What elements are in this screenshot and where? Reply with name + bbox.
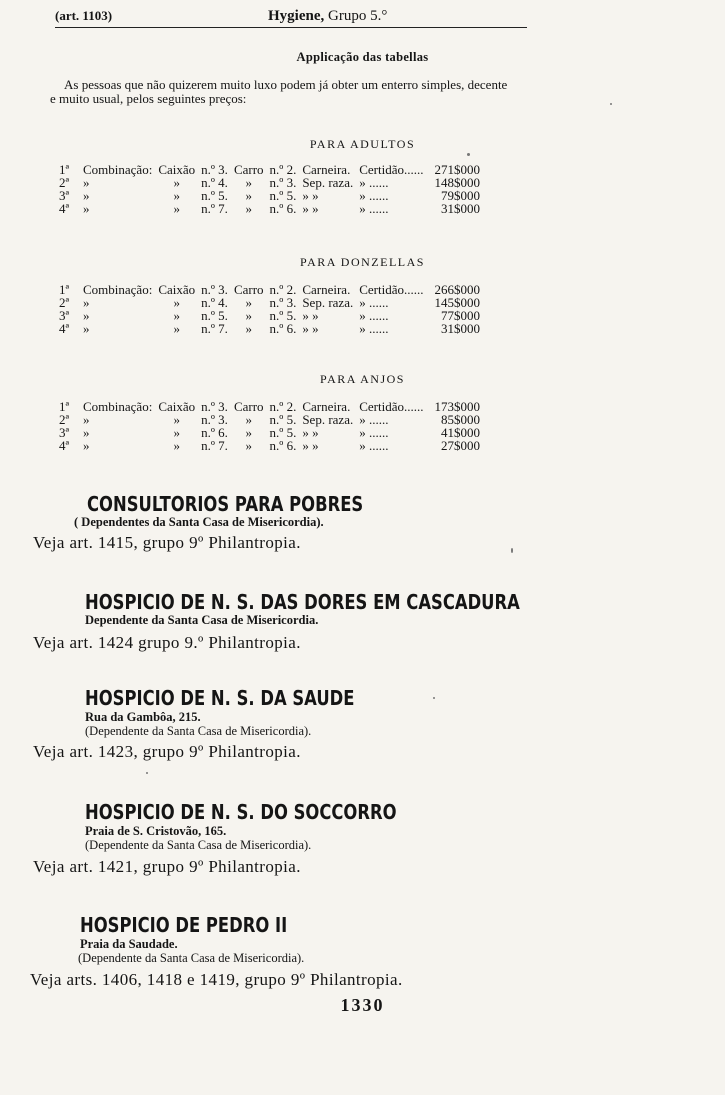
- price-value: 79$000: [440, 188, 480, 203]
- certificate: » ......: [359, 412, 389, 427]
- hearse-label: »: [245, 321, 252, 336]
- entry-see-also: Veja art. 1415, grupo 9º Philantropia.: [33, 533, 301, 552]
- intro-paragraph: [50, 78, 670, 106]
- combination-label: »: [83, 175, 90, 190]
- combination-label: »: [83, 321, 90, 336]
- section-title-anjos: PARA ANJOS: [320, 372, 405, 386]
- grave-type: Sep. raza.: [302, 412, 354, 427]
- certificate: Certidão......: [359, 399, 424, 414]
- combination-number: 4ª: [59, 438, 70, 453]
- certificate: » ......: [359, 308, 389, 323]
- combination-label: »: [83, 412, 90, 427]
- combination-number: 1ª: [59, 162, 70, 177]
- certificate: » ......: [359, 295, 389, 310]
- header-rule: [55, 27, 527, 28]
- entry-line: Rua da Gambôa, 215.: [85, 710, 201, 724]
- coffin-number: n.º 3.: [201, 162, 228, 177]
- price-row: [56, 322, 483, 335]
- hearse-number: n.º 6.: [269, 321, 297, 336]
- scan-speck: [433, 697, 435, 699]
- entry-see-also: Veja art. 1423, grupo 9º Philantropia.: [33, 742, 301, 761]
- hearse-label: Carro: [233, 162, 264, 177]
- entry-line: (Dependente da Santa Casa de Misericordia).: [85, 838, 312, 852]
- combination-label: Combinação:: [83, 162, 153, 177]
- combination-label: »: [83, 438, 90, 453]
- price-value: 77$000: [440, 308, 480, 323]
- combination-number: 1ª: [59, 399, 70, 414]
- hearse-number: n.º 6.: [269, 201, 297, 216]
- price-value: 266$000: [434, 282, 480, 297]
- hearse-number: n.º 3.: [269, 295, 297, 310]
- hearse-label: Carro: [233, 282, 264, 297]
- hearse-label: »: [245, 188, 252, 203]
- scan-speck: [511, 548, 513, 553]
- coffin-label: »: [173, 321, 180, 336]
- price-table-anjos: [56, 400, 483, 452]
- coffin-number: n.º 4.: [201, 175, 228, 190]
- combination-label: »: [83, 201, 90, 216]
- hearse-label: »: [245, 425, 252, 440]
- running-title: [268, 8, 387, 25]
- hearse-number: n.º 2.: [269, 282, 297, 297]
- entry-title: CONSULTORIOS PARA POBRES: [87, 492, 364, 516]
- grave-type: » »: [302, 438, 319, 453]
- coffin-label: »: [173, 295, 180, 310]
- price-value: 145$000: [434, 295, 480, 310]
- coffin-number: n.º 3.: [201, 412, 228, 427]
- certificate: » ......: [359, 438, 389, 453]
- price-value: 31$000: [440, 201, 480, 216]
- section-title-adultos: PARA ADULTOS: [309, 137, 416, 151]
- grave-type: » »: [302, 188, 319, 203]
- price-table-adultos: [56, 163, 483, 215]
- hearse-label: »: [245, 308, 252, 323]
- coffin-number: n.º 7.: [201, 438, 228, 453]
- section-subtitle: Applicação das tabellas: [296, 50, 429, 64]
- coffin-label: »: [173, 438, 180, 453]
- combination-label: »: [83, 188, 90, 203]
- combination-label: Combinação:: [83, 282, 153, 297]
- grave-type: Carneira.: [302, 399, 351, 414]
- hearse-number: n.º 3.: [269, 175, 297, 190]
- page-number: 1330: [340, 995, 385, 1015]
- grave-type: Carneira.: [302, 162, 351, 177]
- entry-title: HOSPICIO DE PEDRO II: [80, 913, 288, 937]
- entry-line: Praia da Saudade.: [80, 937, 178, 951]
- entry-see-also: Veja arts. 1406, 1418 e 1419, grupo 9º Philantropia.: [30, 970, 403, 989]
- price-row: [56, 439, 483, 452]
- combination-number: 2ª: [59, 295, 70, 310]
- grave-type: » »: [302, 308, 319, 323]
- coffin-label: »: [173, 175, 180, 190]
- article-ref: (art. 1103): [55, 8, 113, 23]
- intro-line-1: As pessoas que não quizerem muito luxo podem já obter um enterro simples, decente: [64, 77, 508, 92]
- certificate: Certidão......: [359, 162, 424, 177]
- coffin-label: »: [173, 425, 180, 440]
- scan-speck: [146, 772, 148, 774]
- price-value: 148$000: [434, 175, 480, 190]
- coffin-label: Caixão: [158, 399, 196, 414]
- coffin-number: n.º 3.: [201, 399, 228, 414]
- coffin-label: »: [173, 308, 180, 323]
- coffin-number: n.º 4.: [201, 295, 228, 310]
- certificate: Certidão......: [359, 282, 424, 297]
- combination-label: »: [83, 308, 90, 323]
- price-value: 27$000: [440, 438, 480, 453]
- grave-type: » »: [302, 321, 319, 336]
- entry-see-also: Veja art. 1424 grupo 9.º Philantropia.: [33, 633, 301, 652]
- combination-number: 3ª: [59, 188, 70, 203]
- hearse-number: n.º 5.: [269, 425, 297, 440]
- entry-see-also: Veja art. 1421, grupo 9º Philantropia.: [33, 857, 301, 876]
- certificate: » ......: [359, 175, 389, 190]
- grave-type: » »: [302, 425, 319, 440]
- running-title-text: Hygiene,: [268, 8, 325, 24]
- price-value: 271$000: [434, 162, 480, 177]
- hearse-label: Carro: [233, 399, 264, 414]
- coffin-number: n.º 6.: [201, 425, 228, 440]
- grave-type: Carneira.: [302, 282, 351, 297]
- certificate: » ......: [359, 188, 389, 203]
- hearse-number: n.º 2.: [269, 162, 297, 177]
- combination-number: 1ª: [59, 282, 70, 297]
- hearse-label: »: [245, 412, 252, 427]
- hearse-label: »: [245, 438, 252, 453]
- combination-label: Combinação:: [83, 399, 153, 414]
- entry-saude: [0, 686, 725, 762]
- combination-number: 2ª: [59, 412, 70, 427]
- combination-number: 4ª: [59, 201, 70, 216]
- entry-soccorro: [0, 800, 725, 877]
- entry-title: HOSPICIO DE N. S. DA SAUDE: [85, 686, 355, 710]
- entry-line: ( Dependentes da Santa Casa de Misericordia).: [74, 515, 324, 529]
- certificate: » ......: [359, 201, 389, 216]
- price-value: 173$000: [434, 399, 480, 414]
- grave-type: Sep. raza.: [302, 295, 354, 310]
- running-header: [0, 8, 725, 32]
- price-value: 85$000: [440, 412, 480, 427]
- entry-line: (Dependente da Santa Casa de Misericordia).: [85, 724, 312, 738]
- coffin-number: n.º 7.: [201, 201, 228, 216]
- combination-number: 4ª: [59, 321, 70, 336]
- coffin-number: n.º 7.: [201, 321, 228, 336]
- hearse-number: n.º 5.: [269, 412, 297, 427]
- combination-label: »: [83, 295, 90, 310]
- certificate: » ......: [359, 425, 389, 440]
- entry-line: (Dependente da Santa Casa de Misericordia).: [78, 951, 305, 965]
- coffin-label: »: [173, 188, 180, 203]
- scan-speck: [467, 153, 470, 156]
- entry-consultorios: [0, 492, 725, 553]
- hearse-label: »: [245, 295, 252, 310]
- coffin-number: n.º 5.: [201, 188, 228, 203]
- coffin-label: Caixão: [158, 162, 196, 177]
- certificate: » ......: [359, 321, 389, 336]
- coffin-number: n.º 5.: [201, 308, 228, 323]
- combination-number: 3ª: [59, 308, 70, 323]
- price-table-donzellas: [56, 283, 483, 335]
- entry-title: HOSPICIO DE N. S. DAS DORES EM CASCADURA: [85, 590, 520, 614]
- hearse-label: »: [245, 201, 252, 216]
- hearse-number: n.º 5.: [269, 188, 297, 203]
- combination-label: »: [83, 425, 90, 440]
- hearse-number: n.º 6.: [269, 438, 297, 453]
- hearse-number: n.º 5.: [269, 308, 297, 323]
- coffin-label: Caixão: [158, 282, 196, 297]
- coffin-label: »: [173, 412, 180, 427]
- combination-number: 2ª: [59, 175, 70, 190]
- coffin-label: »: [173, 201, 180, 216]
- hearse-number: n.º 2.: [269, 399, 297, 414]
- entry-dores-cascadura: [0, 590, 725, 653]
- price-value: 41$000: [440, 425, 480, 440]
- scan-speck: [610, 103, 612, 105]
- price-value: 31$000: [440, 321, 480, 336]
- price-row: [56, 202, 483, 215]
- grave-type: Sep. raza.: [302, 175, 354, 190]
- combination-number: 3ª: [59, 425, 70, 440]
- running-group: Grupo 5.°: [328, 8, 388, 24]
- coffin-number: n.º 3.: [201, 282, 228, 297]
- entry-title: HOSPICIO DE N. S. DO SOCCORRO: [85, 800, 397, 824]
- grave-type: » »: [302, 201, 319, 216]
- entry-line: Dependente da Santa Casa de Misericordia.: [85, 613, 319, 627]
- entry-line: Praia de S. Cristovão, 165.: [85, 824, 227, 838]
- section-title-donzellas: PARA DONZELLAS: [300, 255, 425, 269]
- entry-pedro-ii: [0, 913, 725, 990]
- hearse-label: »: [245, 175, 252, 190]
- intro-line-2: e muito usual, pelos seguintes preços:: [50, 91, 247, 106]
